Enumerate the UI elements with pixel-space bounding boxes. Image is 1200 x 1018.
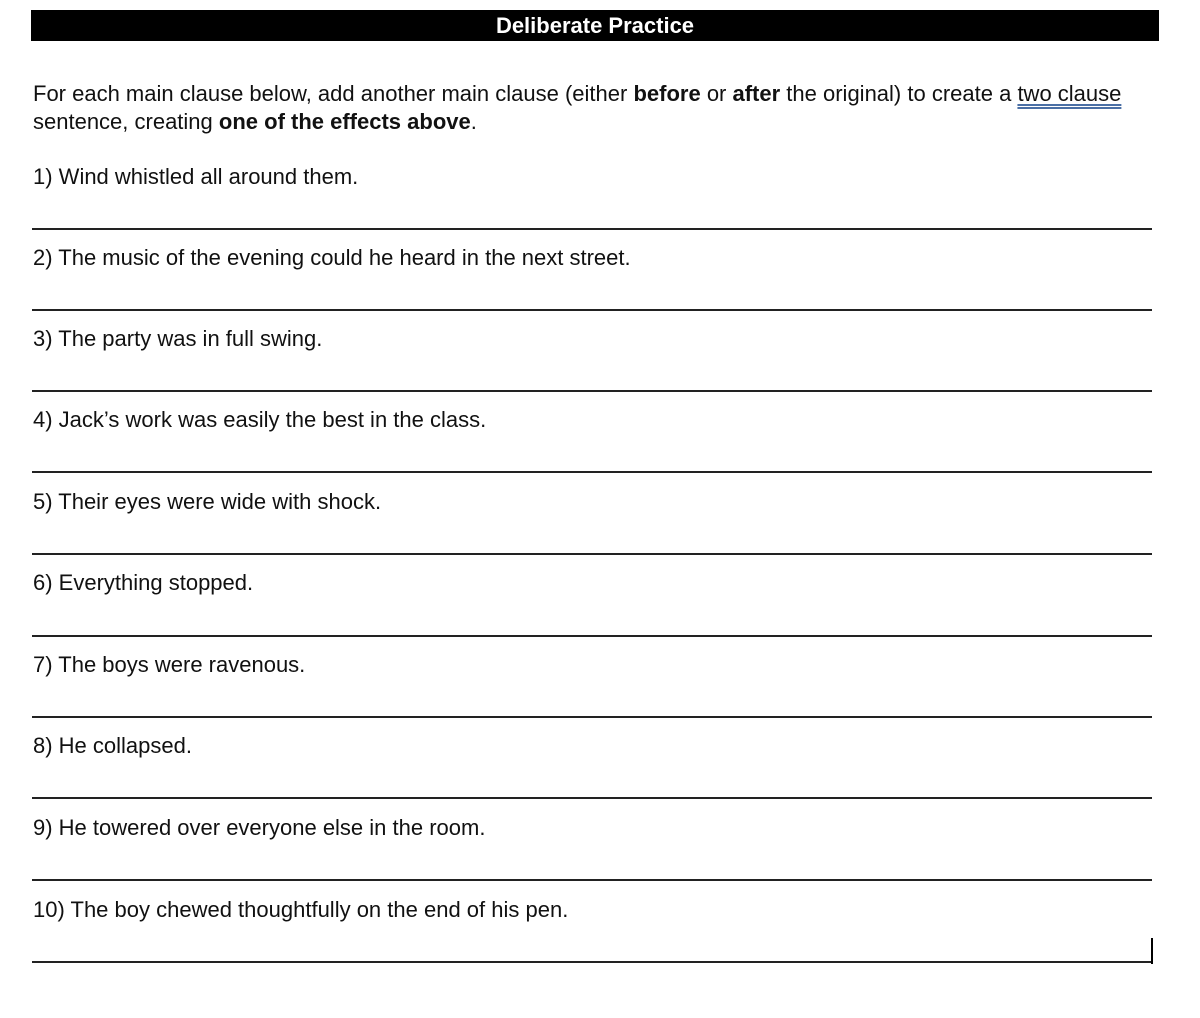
answer-line-3[interactable] xyxy=(32,390,1152,392)
answer-line-4[interactable] xyxy=(32,471,1152,473)
instructions-text: or xyxy=(700,81,733,106)
practice-item-9: 9) He towered over everyone else in the room. xyxy=(33,815,486,840)
answer-line-10[interactable] xyxy=(32,961,1152,963)
instructions-paragraph xyxy=(33,80,1153,136)
answer-line-7[interactable] xyxy=(32,716,1152,718)
instructions-emphasis-effects: one of the effects above xyxy=(218,109,471,134)
practice-item-3: 3) The party was in full swing. xyxy=(33,326,323,351)
instructions-text: the original) to create a xyxy=(780,81,1018,106)
instructions-text: For each main clause below, add another main clause (either xyxy=(33,81,634,106)
answer-line-5[interactable] xyxy=(32,553,1152,555)
practice-item-6: 6) Everything stopped. xyxy=(33,570,254,595)
answer-line-1[interactable] xyxy=(32,228,1152,230)
text-cursor xyxy=(1151,938,1153,964)
practice-item-1: 1) Wind whistled all around them. xyxy=(33,164,359,189)
instructions-text: sentence, creating xyxy=(33,109,219,134)
instructions-text: . xyxy=(470,109,477,134)
worksheet-title: Deliberate Practice xyxy=(31,10,1159,41)
instructions-emphasis-before: before xyxy=(633,81,701,106)
practice-item-8: 8) He collapsed. xyxy=(33,733,192,758)
answer-line-6[interactable] xyxy=(32,635,1152,637)
practice-item-10: 10) The boy chewed thoughtfully on the end of his pen. xyxy=(33,897,569,922)
instructions-emphasis-after: after xyxy=(732,81,781,106)
answer-line-8[interactable] xyxy=(32,797,1152,799)
answer-line-2[interactable] xyxy=(32,309,1152,311)
practice-item-5: 5) Their eyes were wide with shock. xyxy=(33,489,382,514)
practice-item-2: 2) The music of the evening could he heard in the next street. xyxy=(33,245,631,270)
practice-item-4: 4) Jack’s work was easily the best in the class. xyxy=(33,407,487,432)
practice-item-7: 7) The boys were ravenous. xyxy=(33,652,306,677)
instructions-underlined-two-clause: two clause xyxy=(1017,81,1122,106)
answer-line-9[interactable] xyxy=(32,879,1152,881)
